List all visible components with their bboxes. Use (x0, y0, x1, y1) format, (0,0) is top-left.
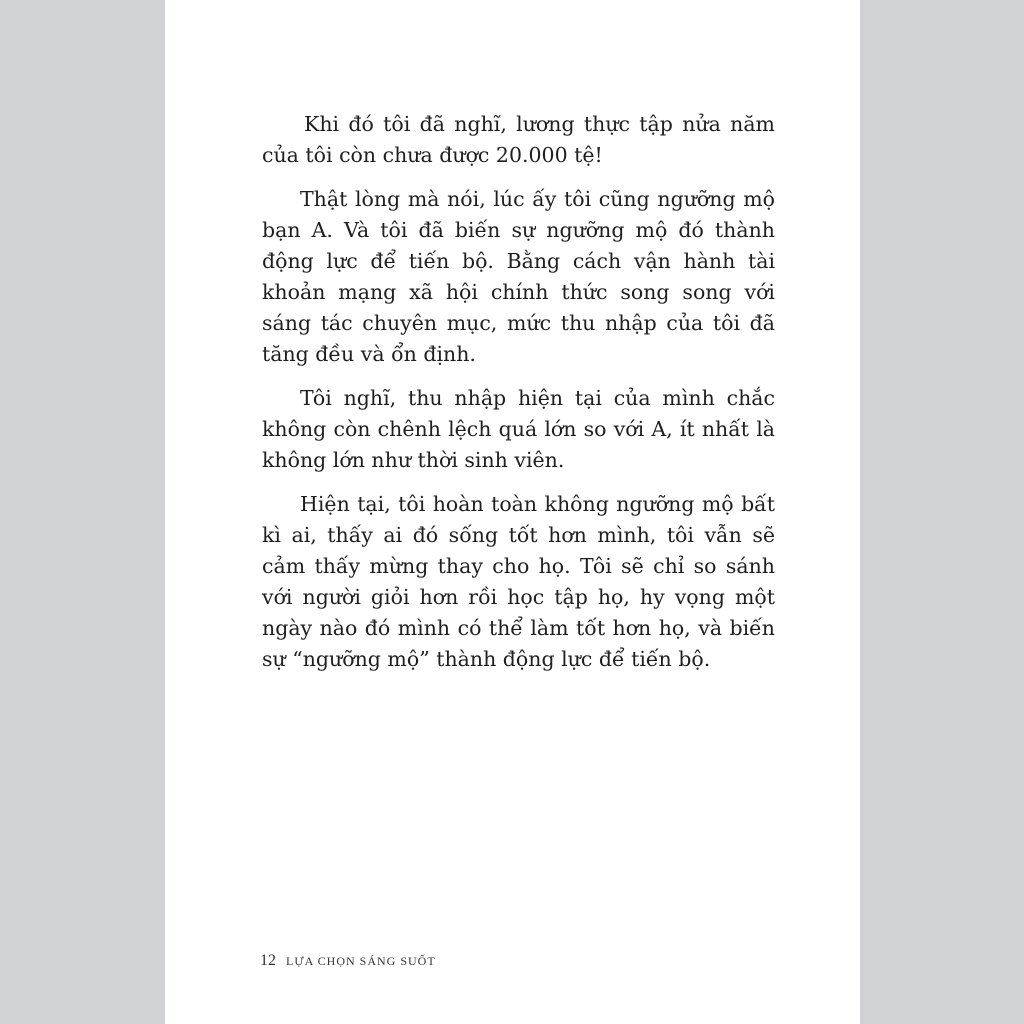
paragraph-2: Thật lòng mà nói, lúc ấy tôi cũng ngưỡng mộ bạn A. Và tôi đã biến sự ngưỡng mộ đó thành động lực để tiến bộ. Bằng cách vận hành tài khoản mạng xã hội chính thức song song với sáng tác chuyên mục, mức thu nhập của tôi đã tăng đều và ổn định. (262, 187, 775, 366)
paragraph-3: Tôi nghĩ, thu nhập hiện tại của mình chắc không còn chênh lệch quá lớn so với A, ít nhất là không lớn như thời sinh viên. (262, 386, 775, 472)
page-number: 12 (260, 952, 276, 969)
book-page (165, 0, 860, 1024)
page-footer (260, 952, 436, 970)
paragraph-1: Khi đó tôi đã nghĩ, lương thực tập nửa năm của tôi còn chưa được 20.000 tệ! (262, 112, 775, 167)
running-title: LỰA CHỌN SÁNG SUỐT (286, 954, 436, 968)
paragraph-4: Hiện tại, tôi hoàn toàn không ngưỡng mộ bất kì ai, thấy ai đó sống tốt hơn mình, tôi vẫn sẽ cảm thấy mừng thay cho họ. Tôi sẽ chỉ so sánh với người giỏi hơn rồi học tập họ, hy vọng một ngày nào đó mình có thể làm tốt hơn họ, và biến sự “ngưỡng mộ” thành động lực để tiến bộ. (262, 492, 775, 671)
body-text (262, 109, 775, 688)
